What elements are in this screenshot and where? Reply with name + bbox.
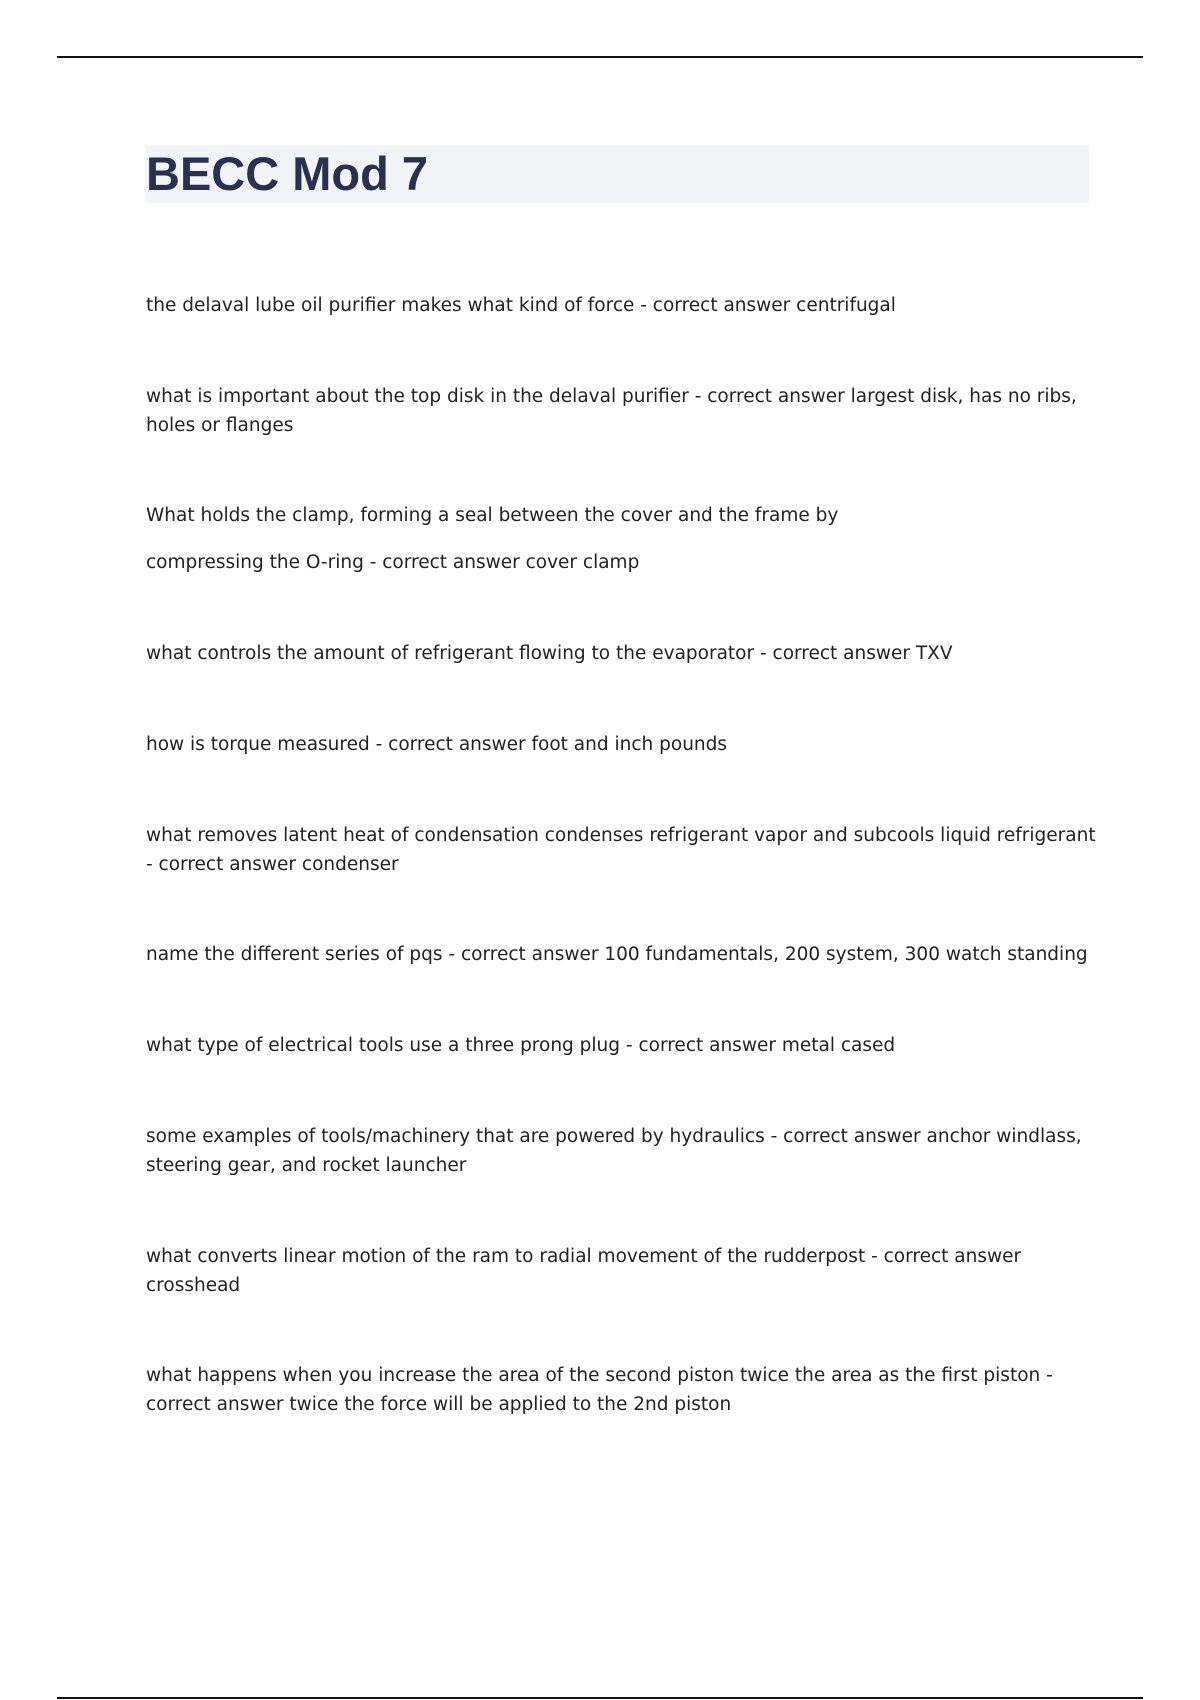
qa-item: what removes latent heat of condensation condenses refrigerant vapor and subcools liquid refrigerant - correct answer condenser <box>146 825 1096 875</box>
qa-item: how is torque measured - correct answer foot and inch pounds <box>146 734 728 755</box>
qa-item: what controls the amount of refrigerant flowing to the evaporator - correct answer TXV <box>146 643 953 664</box>
qa-item: what happens when you increase the area of the second piston twice the area as the first piston - correct answer twice the force will be applied to the 2nd piston <box>146 1365 1053 1415</box>
qa-item: what type of electrical tools use a three prong plug - correct answer metal cased <box>146 1035 896 1056</box>
qa-item: name the different series of pqs - correct answer 100 fundamentals, 200 system, 300 watch standing <box>146 944 1088 965</box>
qa-item: compressing the O-ring - correct answer cover clamp <box>146 552 640 573</box>
document-title: BECC Mod 7 <box>146 147 428 200</box>
qa-item: what is important about the top disk in the delaval purifier - correct answer largest disk, has no ribs, holes or flanges <box>146 386 1077 436</box>
qa-item: what converts linear motion of the ram to radial movement of the rudderpost - correct answer crosshead <box>146 1246 1022 1296</box>
qa-item: the delaval lube oil purifier makes what kind of force - correct answer centrifugal <box>146 295 896 316</box>
qa-item: What holds the clamp, forming a seal between the cover and the frame by <box>146 505 839 526</box>
bottom-rule <box>57 1697 1143 1699</box>
top-rule <box>57 56 1143 58</box>
qa-item: some examples of tools/machinery that are powered by hydraulics - correct answer anchor windlass, steering gear, and rocket launcher <box>146 1126 1082 1176</box>
